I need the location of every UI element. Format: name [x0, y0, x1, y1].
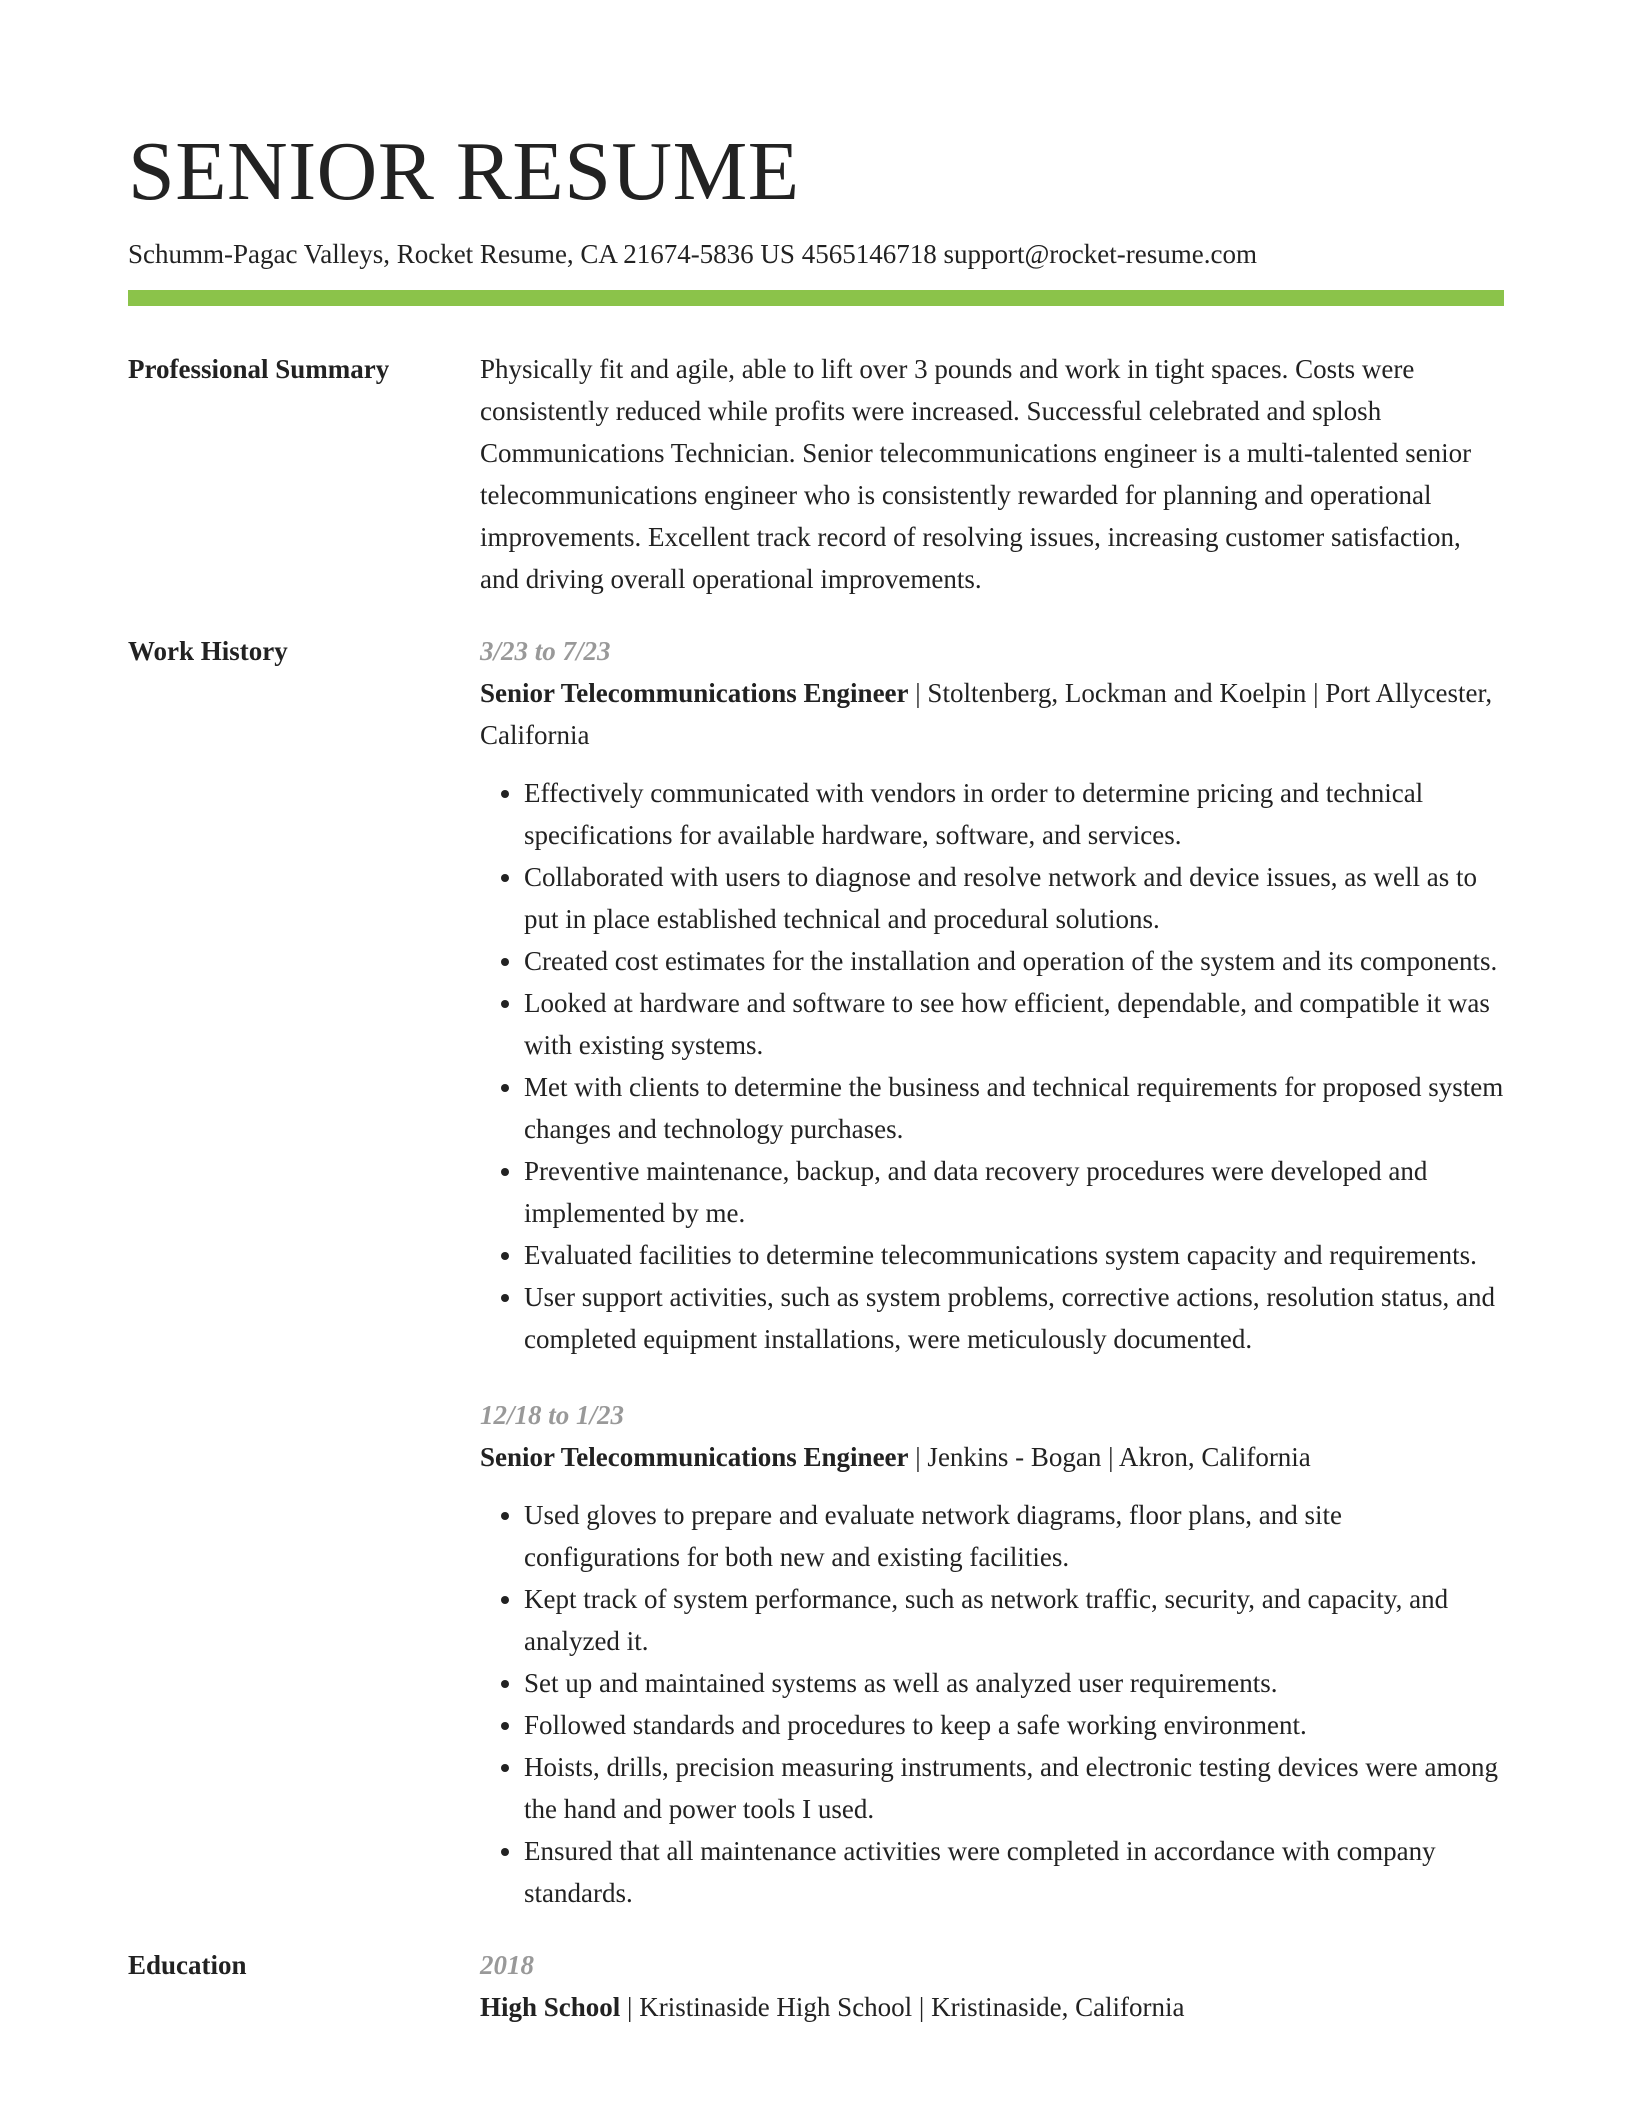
summary-body [480, 348, 1504, 600]
work-bullet: • Kept track of system performance, such as network traffic, security, and capacity, and analyzed it. [524, 1578, 1504, 1662]
work-title: Senior Telecommunications Engineer [480, 1442, 909, 1472]
work-bullet: • Preventive maintenance, backup, and data recovery procedures were developed and implemented by me. [524, 1150, 1504, 1234]
education-body [480, 1944, 1504, 2028]
section-label-education: Education [128, 1950, 247, 1980]
education-section [128, 1944, 1504, 2028]
summary-section [128, 348, 1504, 600]
work-history-body [480, 630, 1504, 1914]
education-details: | Kristinaside High School | Kristinaside, California [620, 1992, 1185, 2022]
work-bullet: • Ensured that all maintenance activities were completed in accordance with company standards. [524, 1830, 1504, 1914]
work-bullet: • Met with clients to determine the business and technical requirements for proposed system changes and technology purchases. [524, 1066, 1504, 1150]
work-dates: 3/23 to 7/23 [480, 636, 611, 666]
work-bullet: • Evaluated facilities to determine telecommunications system capacity and requirements. [524, 1234, 1504, 1276]
work-bullet: • User support activities, such as system problems, corrective actions, resolution status, and completed equipment installations, were meticulously documented. [524, 1276, 1504, 1360]
work-history-section [128, 630, 1504, 1914]
work-entry [480, 630, 1504, 1360]
work-bullet: • Effectively communicated with vendors in order to determine pricing and technical specifications for available hardware, software, and services. [524, 772, 1504, 856]
work-bullet: • Created cost estimates for the installation and operation of the system and its components. [524, 940, 1504, 982]
section-label-summary: Professional Summary [128, 354, 390, 384]
resume-page [128, 118, 1504, 2028]
education-dates: 2018 [480, 1950, 534, 1980]
work-dates: 12/18 to 1/23 [480, 1400, 625, 1430]
accent-divider [128, 290, 1504, 306]
work-title: Senior Telecommunications Engineer [480, 678, 909, 708]
work-bullet-list [480, 772, 1504, 1360]
resume-name: SENIOR RESUME [128, 125, 800, 218]
work-role-line [480, 672, 1504, 756]
education-line [480, 1986, 1504, 2028]
work-bullet: • Hoists, drills, precision measuring instruments, and electronic testing devices were among the hand and power tools I used. [524, 1746, 1504, 1830]
work-bullet-list [480, 1494, 1504, 1914]
work-bullet: • Collaborated with users to diagnose and resolve network and device issues, as well as to put in place established technical and procedural solutions. [524, 856, 1504, 940]
education-entry [480, 1944, 1504, 2028]
section-label-work-history: Work History [128, 636, 288, 666]
work-role-line [480, 1436, 1504, 1478]
work-details: | Stoltenberg, Lockman and Koelpin | Port Allycester, California [480, 678, 1493, 750]
work-bullet: • Followed standards and procedures to keep a safe working environment. [524, 1704, 1504, 1746]
work-bullet: • Used gloves to prepare and evaluate network diagrams, floor plans, and site configurations for both new and existing facilities. [524, 1494, 1504, 1578]
work-bullet: • Set up and maintained systems as well as analyzed user requirements. [524, 1662, 1504, 1704]
work-bullet: • Looked at hardware and software to see how efficient, dependable, and compatible it was with existing systems. [524, 982, 1504, 1066]
work-details: | Jenkins - Bogan | Akron, California [908, 1442, 1311, 1472]
work-entry [480, 1394, 1504, 1914]
education-degree: High School [480, 1992, 621, 2022]
summary-text: Physically fit and agile, able to lift over 3 pounds and work in tight spaces. Costs were consistently reduced while profits were increased. Successful celebrated and splosh Communications Technician. Senior telecommunications engineer is a multi-talented senior telecommunications engineer who is consistently rewarded for planning and operational improvements. Excellent track record of resolving issues, increasing customer satisfaction, and driving overall operational improvements. [480, 354, 1472, 594]
contact-line: Schumm-Pagac Valleys, Rocket Resume, CA 21674-5836 US 4565146718 support@rocket-resume.com [128, 239, 1257, 269]
